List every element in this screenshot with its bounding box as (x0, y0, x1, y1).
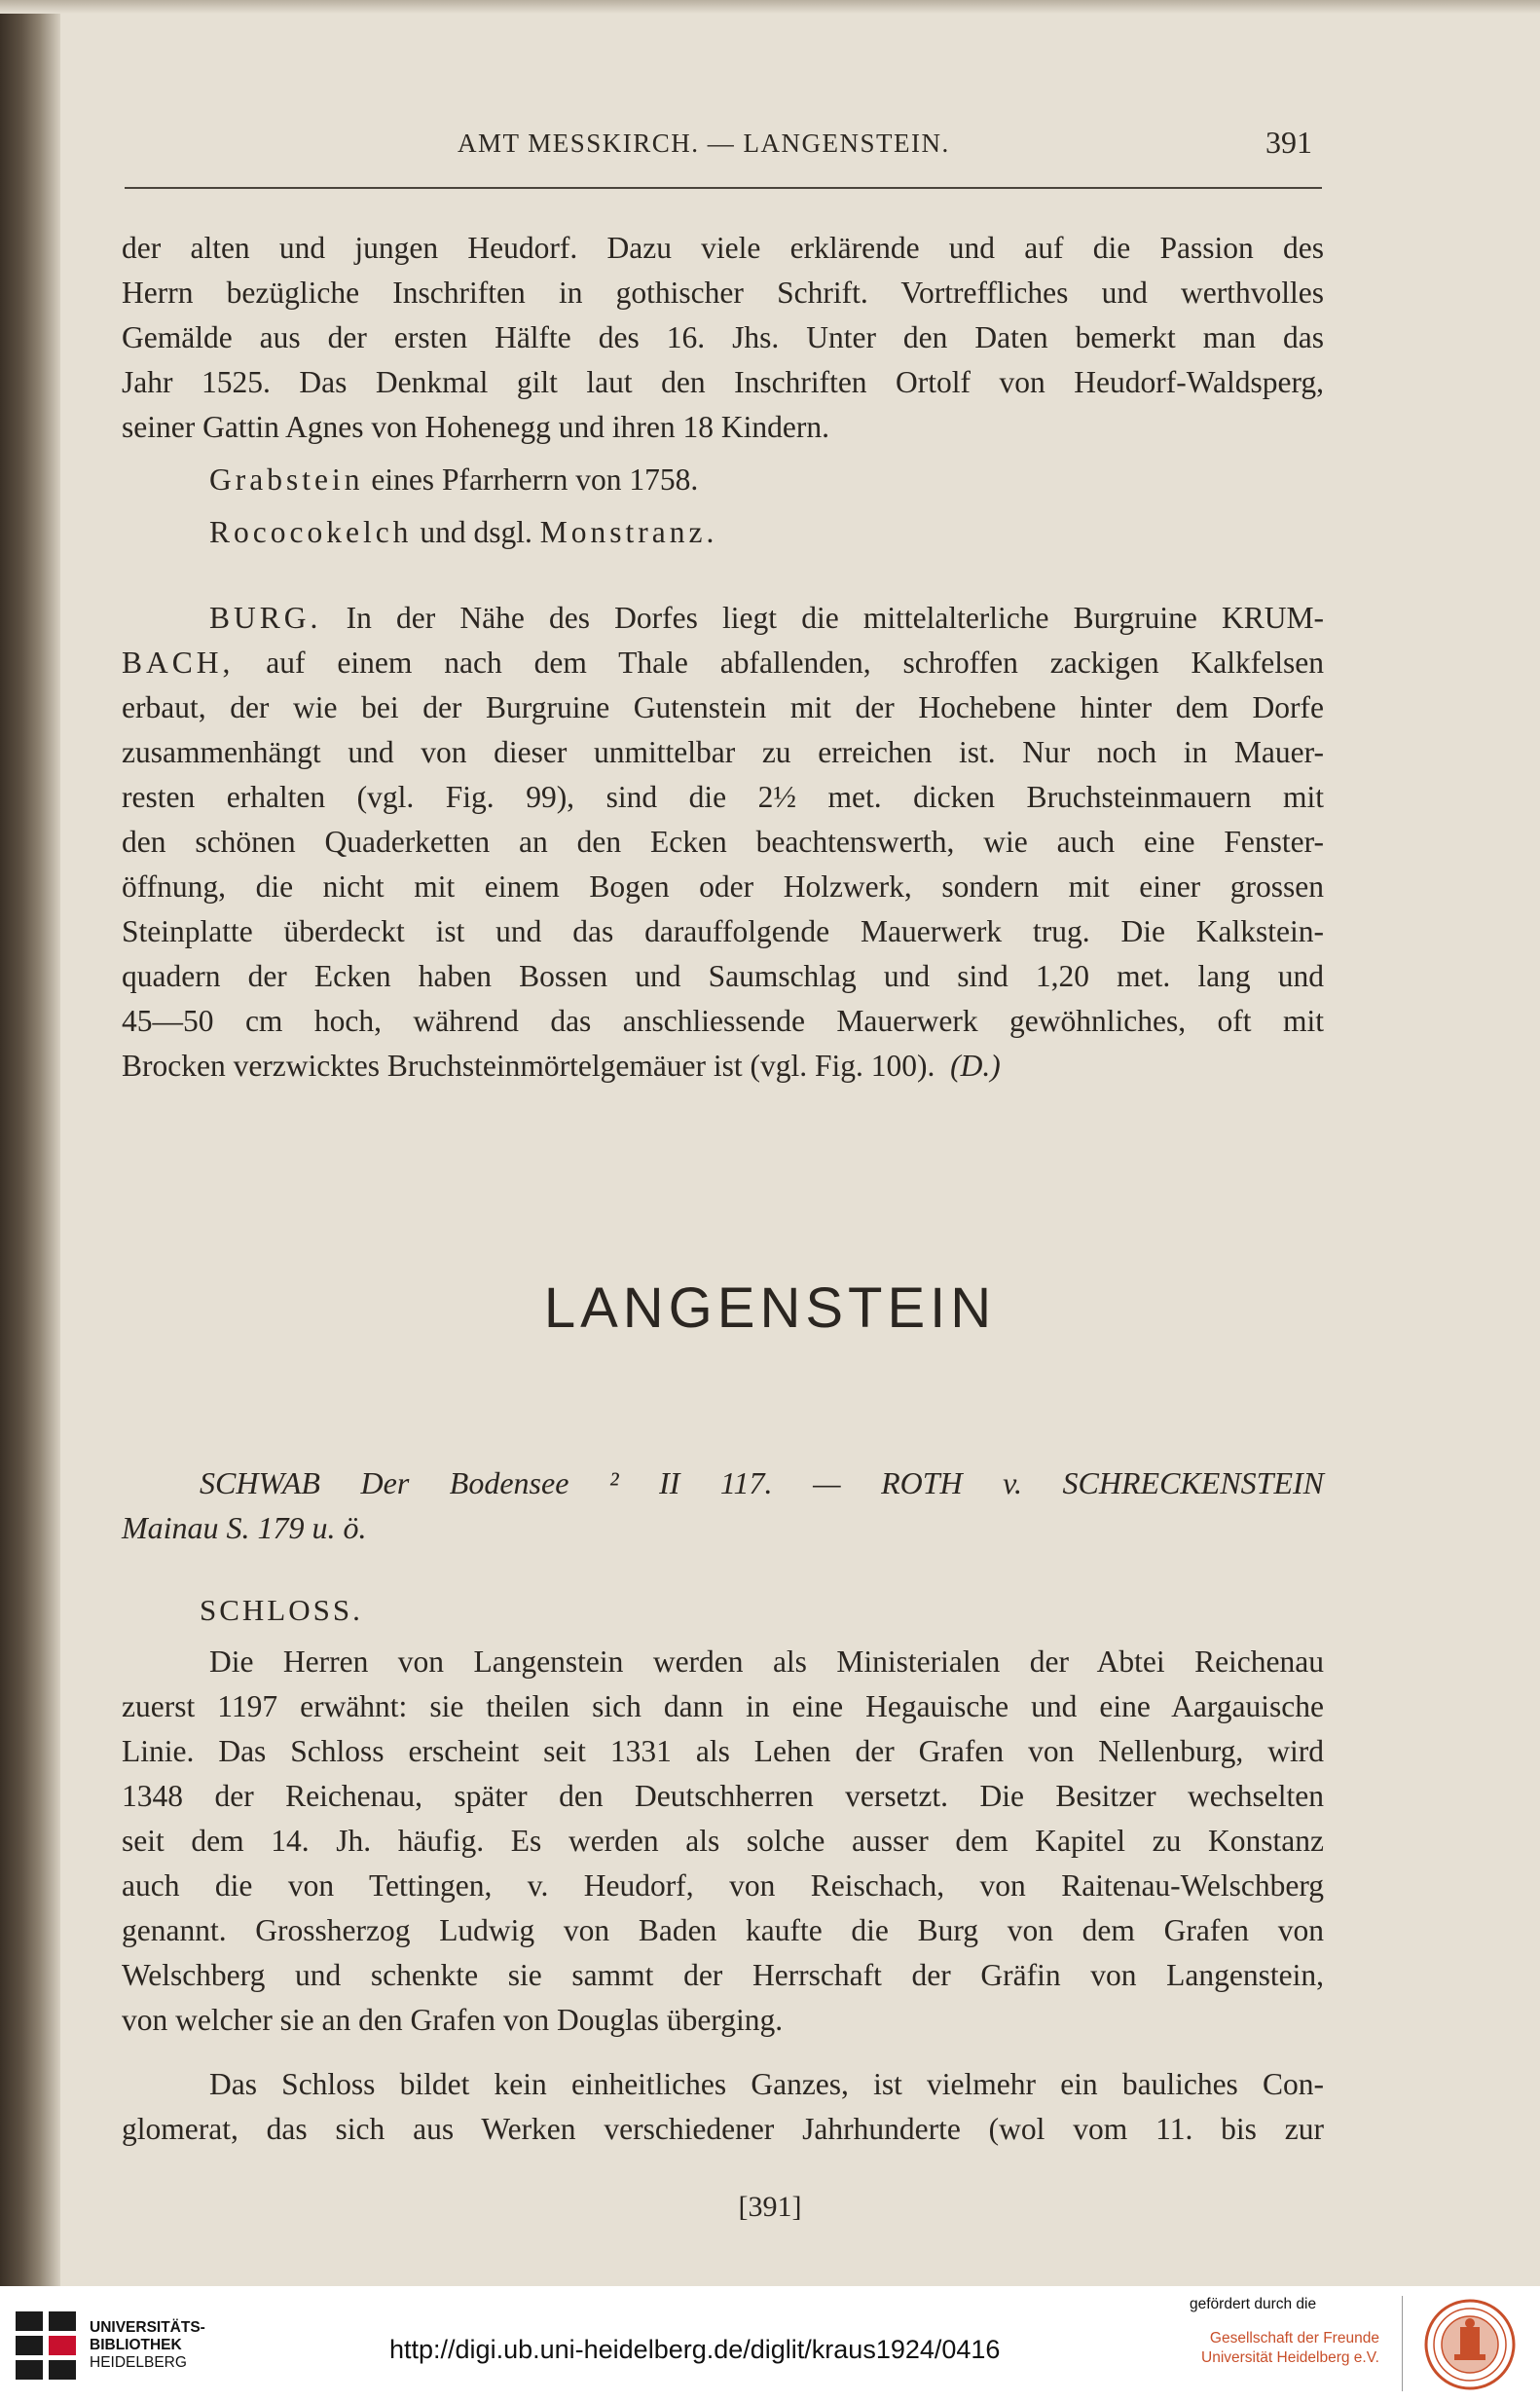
schloss-paragraph-1 (122, 1640, 1324, 2043)
author-mark: (D.) (950, 1049, 1001, 1083)
text-line: Die Herren von Langenstein werden als Ministerialen der Abtei Reichenau (209, 1644, 1324, 1679)
text-line: Herrn bezügliche Inschriften in gothischer Schrift. Vortreffliches und werthvolles (122, 276, 1324, 310)
monstranz-term: Monstranz (539, 515, 707, 549)
text-line: öffnung, die nicht mit einem Bogen oder Holzwerk, sondern mit einer grossen (122, 869, 1324, 904)
section-title: LANGENSTEIN (543, 1276, 997, 1340)
burg-heading: BURG. (209, 601, 322, 635)
paragraph-continuation (122, 226, 1324, 450)
text-line: BURG. In der Nähe des Dorfes liegt die mittelalterliche Burgruine KRUM- (209, 601, 1324, 635)
page-number-bottom: [391] (738, 2191, 802, 2223)
text-line: zusammenhängt und von dieser unmittelbar zu erreichen ist. Nur noch in Mauer- (122, 735, 1324, 769)
text-line: seiner Gattin Agnes von Hohenegg und ihren 18 Kindern. (122, 410, 829, 444)
text-line: 1348 der Reichenau, später den Deutschherren versetzt. Die Besitzer wechselten (122, 1779, 1324, 1813)
text-line: Steinplatte überdeckt ist und das darauffolgende Mauerwerk trug. Die Kalkstein- (122, 914, 1324, 948)
kelch-mid: und dsgl. (412, 515, 540, 549)
text-line: Das Schloss bildet kein einheitliches Ganzes, ist vielmehr ein bauliches Con- (209, 2067, 1324, 2101)
burg-paragraph (122, 596, 1324, 1089)
viewer-footer (0, 2286, 1540, 2402)
funded-by-label: gefördert durch die (1190, 2296, 1317, 2312)
text-line: der alten und jungen Heudorf. Dazu viele erklärende und auf die Passion des (122, 231, 1324, 265)
text-line: Welschberg und schenkte sie sammt der Herrschaft der Gräfin von Langenstein, (122, 1958, 1324, 1992)
reference-line: Mainau S. 179 u. ö. (122, 1510, 367, 1545)
text-line: glomerat, das sich aus Werken verschiedener Jahrhunderte (wol vom 11. bis zur (122, 2112, 1324, 2146)
university-library-logo-icon (12, 2308, 80, 2384)
text-line: Brocken verzwicktes Bruchsteinmörtelgemäuer ist (vgl. Fig. 100). (D.) (122, 1049, 1001, 1083)
library-name: UNIVERSITÄTS- BIBLIOTHEK HEIDELBERG (90, 2319, 205, 2371)
text-line: genannt. Grossherzog Ludwig von Baden kaufte die Burg von dem Grafen von (122, 1913, 1324, 1947)
schloss-paragraph-2 (122, 2062, 1324, 2152)
text-line: Gemälde aus der ersten Hälfte des 16. Jhs. Unter den Daten bemerkt man das (122, 320, 1324, 354)
sponsor-name[interactable]: Gesellschaft der Freunde Universität Heidelberg e.V. (1201, 2330, 1379, 2366)
kelch-end: . (706, 515, 715, 549)
page-number-top: 391 (1265, 125, 1312, 160)
krumbach-term: BACH, (122, 646, 235, 680)
footer-divider (1402, 2296, 1403, 2391)
header-rule (125, 187, 1322, 189)
kelch-term: Rococokelch (209, 515, 413, 549)
text-line: von welcher sie an den Grafen von Douglas überging. (122, 2003, 784, 2037)
text-line: seit dem 14. Jh. häufig. Es werden als solche ausser dem Kapitel zu Konstanz (122, 1824, 1324, 1858)
text-line: BACH, auf einem nach dem Thale abfallenden, schroffen zackigen Kalkfelsen (122, 646, 1324, 680)
text-line: resten erhalten (vgl. Fig. 99), sind die 2½ met. dicken Bruchsteinmauern mit (122, 780, 1324, 814)
reference-line: SCHWAB Der Bodensee ² II 117. — ROTH v. SCHRECKENSTEIN (200, 1465, 1324, 1500)
grabstein-entry (122, 458, 1324, 502)
text-line: Linie. Das Schloss erscheint seit 1331 als Lehen der Grafen von Nellenburg, wird (122, 1734, 1324, 1768)
running-head: AMT MESSKIRCH. — LANGENSTEIN. (458, 129, 950, 158)
text-line: 45—50 cm hoch, während das anschliessende Mauerwerk gewöhnliches, oft mit (122, 1004, 1324, 1038)
university-seal-icon (1423, 2298, 1517, 2391)
schloss-heading: SCHLOSS. (200, 1593, 363, 1627)
kelch-entry (122, 510, 1324, 555)
literature-references (122, 1460, 1324, 1550)
text-line: den schönen Quaderketten an den Ecken beachtenswerth, wie auch eine Fenster- (122, 825, 1324, 859)
text-line: auch die von Tettingen, v. Heudorf, von Reischach, von Raitenau-Welschberg (122, 1868, 1324, 1903)
permalink-url[interactable]: http://digi.ub.uni-heidelberg.de/diglit/kraus1924/0416 (389, 2335, 1001, 2364)
text-line: erbaut, der wie bei der Burgruine Gutenstein mit der Hochebene hinter dem Dorfe (122, 690, 1324, 724)
grabstein-text: eines Pfarrherrn von 1758. (363, 462, 699, 497)
grabstein-term: Grabstein (209, 462, 364, 497)
text-line: zuerst 1197 erwähnt: sie theilen sich dann in eine Hegauische und eine Aargauische (122, 1689, 1324, 1723)
text-line: quadern der Ecken haben Bossen und Saumschlag und sind 1,20 met. lang und (122, 959, 1324, 993)
text-line: Jahr 1525. Das Denkmal gilt laut den Inschriften Ortolf von Heudorf-Waldsperg, (122, 365, 1324, 399)
